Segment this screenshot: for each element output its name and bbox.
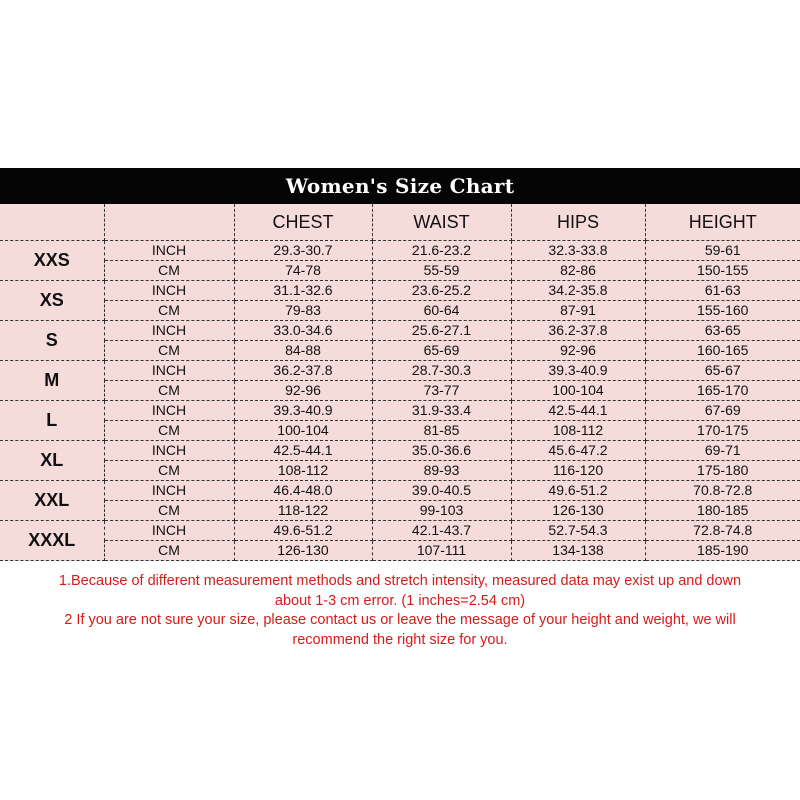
measure-cell: 31.9-33.4: [372, 401, 511, 421]
measure-cell: 84-88: [234, 341, 372, 361]
measure-cell: 82-86: [511, 261, 645, 281]
size-label: XXXL: [0, 521, 104, 561]
measure-cell: 59-61: [645, 241, 800, 261]
measure-cell: 25.6-27.1: [372, 321, 511, 341]
size-chart: [0, 168, 800, 561]
table-row: [0, 281, 800, 301]
unit-label: INCH: [104, 281, 234, 301]
measure-cell: 185-190: [645, 541, 800, 561]
measure-cell: 61-63: [645, 281, 800, 301]
unit-label: INCH: [104, 401, 234, 421]
table-row: [0, 441, 800, 461]
table-row: [0, 341, 800, 361]
measure-cell: 49.6-51.2: [511, 481, 645, 501]
table-row: [0, 361, 800, 381]
unit-label: CM: [104, 381, 234, 401]
measure-cell: 108-112: [511, 421, 645, 441]
measure-cell: 39.3-40.9: [511, 361, 645, 381]
note-line: 1.Because of different measurement methods and stretch intensity, measured data may exist up and down: [58, 573, 742, 589]
measure-cell: 21.6-23.2: [372, 241, 511, 261]
measure-cell: 155-160: [645, 301, 800, 321]
size-label: S: [0, 321, 104, 361]
table-row: [0, 501, 800, 521]
measure-cell: 180-185: [645, 501, 800, 521]
size-table: [0, 204, 800, 561]
header-chest: CHEST: [234, 204, 372, 241]
table-row: [0, 541, 800, 561]
measure-cell: 73-77: [372, 381, 511, 401]
unit-label: INCH: [104, 321, 234, 341]
table-row: [0, 481, 800, 501]
measure-cell: 49.6-51.2: [234, 521, 372, 541]
note-line: 2 If you are not sure your size, please contact us or leave the message of your height and weight, we will: [64, 612, 736, 628]
unit-label: CM: [104, 501, 234, 521]
measure-cell: 23.6-25.2: [372, 281, 511, 301]
measure-cell: 72.8-74.8: [645, 521, 800, 541]
measure-cell: 35.0-36.6: [372, 441, 511, 461]
header-blank-size: [0, 204, 104, 241]
table-row: [0, 381, 800, 401]
measure-cell: 165-170: [645, 381, 800, 401]
measure-cell: 39.3-40.9: [234, 401, 372, 421]
header-row: [0, 204, 800, 241]
header-hips: HIPS: [511, 204, 645, 241]
unit-label: CM: [104, 541, 234, 561]
size-label: M: [0, 361, 104, 401]
unit-label: CM: [104, 301, 234, 321]
unit-label: CM: [104, 421, 234, 441]
measure-cell: 74-78: [234, 261, 372, 281]
measure-cell: 134-138: [511, 541, 645, 561]
unit-label: INCH: [104, 441, 234, 461]
measure-cell: 65-69: [372, 341, 511, 361]
measure-cell: 81-85: [372, 421, 511, 441]
table-row: [0, 261, 800, 281]
measure-cell: 175-180: [645, 461, 800, 481]
measure-cell: 79-83: [234, 301, 372, 321]
measure-cell: 107-111: [372, 541, 511, 561]
measure-cell: 39.0-40.5: [372, 481, 511, 501]
measure-cell: 116-120: [511, 461, 645, 481]
notes: [0, 572, 800, 650]
size-label: XXS: [0, 241, 104, 281]
measure-cell: 65-67: [645, 361, 800, 381]
measure-cell: 160-165: [645, 341, 800, 361]
size-label: XXL: [0, 481, 104, 521]
measure-cell: 28.7-30.3: [372, 361, 511, 381]
table-row: [0, 421, 800, 441]
table-row: [0, 461, 800, 481]
measure-cell: 32.3-33.8: [511, 241, 645, 261]
measure-cell: 52.7-54.3: [511, 521, 645, 541]
measure-cell: 29.3-30.7: [234, 241, 372, 261]
note-line: about 1-3 cm error. (1 inches=2.54 cm): [274, 592, 526, 609]
measure-cell: 67-69: [645, 401, 800, 421]
measure-cell: 100-104: [511, 381, 645, 401]
measure-cell: 34.2-35.8: [511, 281, 645, 301]
measure-cell: 55-59: [372, 261, 511, 281]
unit-label: INCH: [104, 361, 234, 381]
unit-label: INCH: [104, 241, 234, 261]
table-row: [0, 521, 800, 541]
measure-cell: 89-93: [372, 461, 511, 481]
measure-cell: 42.5-44.1: [511, 401, 645, 421]
table-row: [0, 321, 800, 341]
measure-cell: 126-130: [511, 501, 645, 521]
measure-cell: 92-96: [511, 341, 645, 361]
chart-title: Women's Size Chart: [0, 168, 800, 204]
header-height: HEIGHT: [645, 204, 800, 241]
measure-cell: 126-130: [234, 541, 372, 561]
table-row: [0, 241, 800, 261]
measure-cell: 87-91: [511, 301, 645, 321]
measure-cell: 108-112: [234, 461, 372, 481]
unit-label: CM: [104, 261, 234, 281]
table-row: [0, 401, 800, 421]
measure-cell: 36.2-37.8: [511, 321, 645, 341]
measure-cell: 36.2-37.8: [234, 361, 372, 381]
unit-label: CM: [104, 461, 234, 481]
measure-cell: 92-96: [234, 381, 372, 401]
note-line: recommend the right size for you.: [292, 631, 508, 648]
unit-label: INCH: [104, 521, 234, 541]
measure-cell: 150-155: [645, 261, 800, 281]
size-label: L: [0, 401, 104, 441]
measure-cell: 99-103: [372, 501, 511, 521]
measure-cell: 42.1-43.7: [372, 521, 511, 541]
measure-cell: 170-175: [645, 421, 800, 441]
header-waist: WAIST: [372, 204, 511, 241]
unit-label: CM: [104, 341, 234, 361]
measure-cell: 33.0-34.6: [234, 321, 372, 341]
size-label: XS: [0, 281, 104, 321]
measure-cell: 100-104: [234, 421, 372, 441]
measure-cell: 63-65: [645, 321, 800, 341]
measure-cell: 31.1-32.6: [234, 281, 372, 301]
measure-cell: 70.8-72.8: [645, 481, 800, 501]
unit-label: INCH: [104, 481, 234, 501]
size-label: XL: [0, 441, 104, 481]
measure-cell: 46.4-48.0: [234, 481, 372, 501]
measure-cell: 45.6-47.2: [511, 441, 645, 461]
table-row: [0, 301, 800, 321]
measure-cell: 42.5-44.1: [234, 441, 372, 461]
measure-cell: 60-64: [372, 301, 511, 321]
header-blank-unit: [104, 204, 234, 241]
measure-cell: 69-71: [645, 441, 800, 461]
measure-cell: 118-122: [234, 501, 372, 521]
